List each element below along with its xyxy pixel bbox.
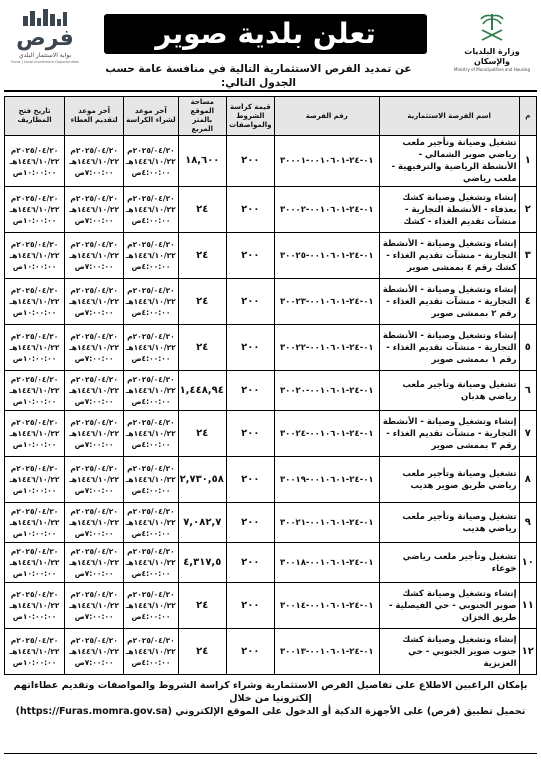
last-submit-date-line: ٢٠٢٥/٠٤/٢٠م bbox=[70, 590, 118, 599]
open-date bbox=[5, 233, 65, 279]
last-submit-date-line: ١٤٤٦/١٠/٢٢هـ bbox=[69, 429, 120, 438]
col-header-price: قيمة كراسة الشروط والمواصفات bbox=[226, 97, 274, 136]
open-date bbox=[5, 411, 65, 457]
last-submit-date-line: ١٤٤٦/١٠/٢٢هـ bbox=[69, 205, 120, 214]
open-date bbox=[5, 543, 65, 583]
table-row bbox=[5, 583, 537, 629]
last-submit-date-line: ٢٠٢٥/٠٤/٢٠م bbox=[70, 507, 118, 516]
booklet-price: ٢٠٠ bbox=[226, 279, 274, 325]
last-purchase-date-line: ٤:٠٠:٠٠ص bbox=[131, 216, 171, 225]
last-submit-date-line: ١٤٤٦/١٠/٢٢هـ bbox=[69, 343, 120, 352]
last-submit-date bbox=[65, 503, 124, 543]
opportunity-name: إنشاء وتشغيل وصيانة - الأنشطة التجارية - منشآت تقديم الغذاء - رقم ١ بممشى صوير bbox=[379, 325, 519, 371]
last-submit-date-line: ١٤٤٦/١٠/٢٢هـ bbox=[69, 647, 120, 656]
open-date-line: ٢٠٢٥/٠٤/٢٠م bbox=[10, 418, 59, 427]
site-area: ١٨,٦٠٠ bbox=[178, 136, 226, 187]
last-purchase-date bbox=[124, 629, 179, 675]
opportunity-ref: ٠١-٢٤-٠٠١٠٦٠١-٣٠٠١٩ bbox=[274, 457, 379, 503]
table-row bbox=[5, 503, 537, 543]
opportunity-name: إنشاء وتشغيل وصيانة كشك بعذفاء - الأنشطة التجارية - منشآت تقديم الغذاء - كشك bbox=[379, 187, 519, 233]
table-header-row bbox=[5, 97, 537, 136]
open-date-line: ١٤٤٦/١٠/٢٢هـ bbox=[9, 558, 60, 567]
opportunity-ref: ٠١-٢٤-٠٠١٠٦٠١-٣٠٠١٤ bbox=[274, 583, 379, 629]
opportunity-name: إنشاء وتشغيل وصيانة - الأنشطة التجارية - منشآت تقديم الغذاء - رقم ٣ بممشى صوير bbox=[379, 411, 519, 457]
last-purchase-date-line: ١٤٤٦/١٠/٢٢هـ bbox=[125, 518, 176, 527]
last-purchase-date-line: ٤:٠٠:٠٠ص bbox=[131, 486, 171, 495]
last-purchase-date-line: ٢٠٢٥/٠٤/٢٠م bbox=[127, 194, 175, 203]
last-purchase-date-line: ٢٠٢٥/٠٤/٢٠م bbox=[127, 332, 175, 341]
last-submit-date-line: ٧:٠٠:٠٠ص bbox=[74, 167, 114, 177]
last-purchase-date-line: ٤:٠٠:٠٠ص bbox=[131, 569, 171, 578]
last-purchase-date-line: ٢٠٢٥/٠٤/٢٠م bbox=[127, 418, 175, 427]
furas-tagline-en: Furas | Local Investment Opportunities bbox=[11, 60, 79, 64]
open-date-line: ٢٠٢٥/٠٤/٢٠م bbox=[10, 636, 59, 645]
open-date-line: ١٠:٠٠:٠٠ص bbox=[12, 167, 57, 177]
last-purchase-date-line: ٤:٠٠:٠٠ص bbox=[131, 440, 171, 449]
last-purchase-date-line: ٤:٠٠:٠٠ص bbox=[131, 658, 171, 667]
last-submit-date bbox=[65, 187, 124, 233]
last-purchase-date-line: ٢٠٢٥/٠٤/٢٠م bbox=[127, 286, 175, 295]
last-submit-date-line: ٧:٠٠:٠٠ص bbox=[74, 308, 114, 317]
last-submit-date bbox=[65, 371, 124, 411]
last-submit-date-line: ١٤٤٦/١٠/٢٢هـ bbox=[69, 297, 120, 306]
opportunity-name: تشغيل وصيانة وتأجير ملعب رياضي هديب bbox=[379, 503, 519, 543]
advertisement-sheet bbox=[4, 4, 537, 764]
last-purchase-date-line: ٤:٠٠:٠٠ص bbox=[131, 308, 171, 317]
opportunities-table bbox=[4, 96, 537, 675]
open-date-line: ١٤٤٦/١٠/٢٢هـ bbox=[9, 156, 60, 166]
open-date-line: ١٠:٠٠:٠٠ص bbox=[12, 440, 57, 449]
last-submit-date-line: ٧:٠٠:٠٠ص bbox=[74, 486, 114, 495]
table-row bbox=[5, 411, 537, 457]
last-purchase-date bbox=[124, 136, 179, 187]
ministry-name: وزارة البلديات والإسكان bbox=[464, 47, 520, 66]
last-submit-date-line: ١٤٤٦/١٠/٢٢هـ bbox=[69, 558, 120, 567]
row-number: ١٠ bbox=[519, 543, 536, 583]
opportunity-ref: ٠١-٢٤-٠٠١٠٦٠١-٣٠٠٠٢ bbox=[274, 187, 379, 233]
booklet-price: ٢٠٠ bbox=[226, 325, 274, 371]
last-purchase-date-line: ٤:٠٠:٠٠ص bbox=[131, 167, 171, 177]
last-submit-date bbox=[65, 136, 124, 187]
last-submit-date-line: ٢٠٢٥/٠٤/٢٠م bbox=[70, 240, 118, 249]
opportunity-ref: ٠١-٢٤-٠٠١٠٦٠١-٣٠٠٢٢ bbox=[274, 325, 379, 371]
booklet-price: ٢٠٠ bbox=[226, 457, 274, 503]
furas-wordmark: فرص bbox=[16, 26, 74, 51]
last-purchase-date-line: ٢٠٢٥/٠٤/٢٠م bbox=[127, 507, 175, 516]
opportunity-ref: ٠١-٢٤-٠٠١٠٦٠١-٣٠٠٢١ bbox=[274, 503, 379, 543]
last-purchase-date bbox=[124, 543, 179, 583]
opportunity-name: إنشاء وتشغيل وصيانة كشك جنوب صوير الجنوبي - حي العزيزية bbox=[379, 629, 519, 675]
last-submit-date-line: ٧:٠٠:٠٠ص bbox=[74, 612, 114, 621]
last-purchase-date-line: ٤:٠٠:٠٠ص bbox=[131, 262, 171, 271]
site-area: ٤,٣١٧,٥ bbox=[178, 543, 226, 583]
row-number: ٥ bbox=[519, 325, 536, 371]
row-number: ٣ bbox=[519, 233, 536, 279]
last-purchase-date-line: ٢٠٢٥/٠٤/٢٠م bbox=[127, 240, 175, 249]
row-number: ٧ bbox=[519, 411, 536, 457]
last-submit-date-line: ٢٠٢٥/٠٤/٢٠م bbox=[70, 636, 118, 645]
col-header-last-purchase: آخر موعد لشراء الكراسة bbox=[124, 97, 179, 136]
last-submit-date-line: ٧:٠٠:٠٠ص bbox=[74, 569, 114, 578]
last-submit-date bbox=[65, 411, 124, 457]
open-date-line: ٢٠٢٥/٠٤/٢٠م bbox=[10, 507, 59, 516]
ministry-name-en: Ministry of Municipalities and Housing bbox=[454, 67, 530, 72]
last-submit-date-line: ٢٠٢٥/٠٤/٢٠م bbox=[70, 547, 118, 556]
last-purchase-date-line: ٢٠٢٥/٠٤/٢٠م bbox=[127, 590, 175, 599]
last-purchase-date-line: ١٤٤٦/١٠/٢٢هـ bbox=[125, 558, 176, 567]
open-date bbox=[5, 629, 65, 675]
last-purchase-date bbox=[124, 233, 179, 279]
last-purchase-date bbox=[124, 371, 179, 411]
open-date-line: ١٤٤٦/١٠/٢٢هـ bbox=[9, 647, 60, 656]
opportunity-name: تشغيل وتأجير ملعب رياضي خوعاء bbox=[379, 543, 519, 583]
table-body bbox=[5, 136, 537, 675]
last-purchase-date-line: ١٤٤٦/١٠/٢٢هـ bbox=[125, 601, 176, 610]
last-purchase-date-line: ١٤٤٦/١٠/٢٢هـ bbox=[125, 251, 176, 260]
table-row bbox=[5, 629, 537, 675]
row-number: ١٢ bbox=[519, 629, 536, 675]
open-date-line: ١٠:٠٠:٠٠ص bbox=[12, 216, 57, 225]
col-header-num: م bbox=[519, 97, 536, 136]
row-number: ٨ bbox=[519, 457, 536, 503]
booklet-price: ٢٠٠ bbox=[226, 233, 274, 279]
open-date-line: ٢٠٢٥/٠٤/٢٠م bbox=[10, 145, 59, 155]
table-row bbox=[5, 371, 537, 411]
last-purchase-date-line: ٢٠٢٥/٠٤/٢٠م bbox=[127, 547, 175, 556]
last-purchase-date bbox=[124, 411, 179, 457]
last-submit-date-line: ٧:٠٠:٠٠ص bbox=[74, 216, 114, 225]
open-date-line: ١٤٤٦/١٠/٢٢هـ bbox=[9, 386, 60, 395]
last-purchase-date-line: ١٤٤٦/١٠/٢٢هـ bbox=[125, 429, 176, 438]
last-submit-date-line: ٧:٠٠:٠٠ص bbox=[74, 262, 114, 271]
col-header-ref: رقم الفرصة bbox=[274, 97, 379, 136]
booklet-price: ٢٠٠ bbox=[226, 503, 274, 543]
last-purchase-date-line: ١٤٤٦/١٠/٢٢هـ bbox=[125, 297, 176, 306]
open-date-line: ١٠:٠٠:٠٠ص bbox=[12, 397, 57, 406]
page-title: تعلن بلدية صوير bbox=[104, 14, 427, 54]
row-number: ٤ bbox=[519, 279, 536, 325]
open-date-line: ٢٠٢٥/٠٤/٢٠م bbox=[10, 332, 59, 341]
open-date-line: ١٠:٠٠:٠٠ص bbox=[12, 308, 57, 317]
last-purchase-date-line: ٤:٠٠:٠٠ص bbox=[131, 354, 171, 363]
last-submit-date bbox=[65, 325, 124, 371]
open-date-line: ١٠:٠٠:٠٠ص bbox=[12, 569, 57, 578]
col-header-last-submit: آخر موعد لتقديم العطاء bbox=[65, 97, 124, 136]
open-date-line: ٢٠٢٥/٠٤/٢٠م bbox=[10, 375, 59, 384]
last-purchase-date-line: ١٤٤٦/١٠/٢٢هـ bbox=[125, 205, 176, 214]
booklet-price: ٢٠٠ bbox=[226, 583, 274, 629]
furas-url-link[interactable]: (https://Furas.momra.gov.sa) bbox=[15, 706, 172, 717]
ministry-logo bbox=[453, 10, 531, 74]
last-purchase-date-line: ١٤٤٦/١٠/٢٢هـ bbox=[125, 156, 176, 166]
open-date-line: ١٤٤٦/١٠/٢٢هـ bbox=[9, 518, 60, 527]
last-submit-date-line: ١٤٤٦/١٠/٢٢هـ bbox=[69, 251, 120, 260]
row-number: ١١ bbox=[519, 583, 536, 629]
open-date-line: ١٤٤٦/١٠/٢٢هـ bbox=[9, 601, 60, 610]
last-purchase-date-line: ٢٠٢٥/٠٤/٢٠م bbox=[127, 145, 175, 155]
skyline-icon bbox=[19, 8, 71, 26]
col-header-name: اسم الفرصة الاستثمارية bbox=[379, 97, 519, 136]
last-purchase-date-line: ٢٠٢٥/٠٤/٢٠م bbox=[127, 375, 175, 384]
booklet-price: ٢٠٠ bbox=[226, 411, 274, 457]
open-date-line: ١٠:٠٠:٠٠ص bbox=[12, 262, 57, 271]
open-date-line: ١٤٤٦/١٠/٢٢هـ bbox=[9, 297, 60, 306]
row-number: ١ bbox=[519, 136, 536, 187]
table-row bbox=[5, 187, 537, 233]
last-purchase-date-line: ٢٠٢٥/٠٤/٢٠م bbox=[127, 636, 175, 645]
site-area: ٢٤ bbox=[178, 279, 226, 325]
header bbox=[4, 4, 537, 92]
footer-line-2-text: تحميل تطبيق (فرص) على الأجهزة الذكية أو الدخول على الموقع الإلكتروني bbox=[175, 706, 526, 717]
open-date bbox=[5, 457, 65, 503]
last-submit-date-line: ٧:٠٠:٠٠ص bbox=[74, 397, 114, 406]
last-submit-date-line: ١٤٤٦/١٠/٢٢هـ bbox=[69, 601, 120, 610]
last-submit-date-line: ١٤٤٦/١٠/٢٢هـ bbox=[69, 386, 120, 395]
last-submit-date-line: ٢٠٢٥/٠٤/٢٠م bbox=[70, 464, 118, 473]
site-area: ٢٤ bbox=[178, 411, 226, 457]
site-area: ٢٤ bbox=[178, 583, 226, 629]
table-row bbox=[5, 543, 537, 583]
last-submit-date bbox=[65, 279, 124, 325]
opportunity-ref: ٠١-٢٤-٠٠١٠٦٠١-٣٠٠٢٣ bbox=[274, 279, 379, 325]
last-submit-date-line: ١٤٤٦/١٠/٢٢هـ bbox=[69, 518, 120, 527]
booklet-price: ٢٠٠ bbox=[226, 543, 274, 583]
open-date-line: ١٠:٠٠:٠٠ص bbox=[12, 658, 57, 667]
last-purchase-date bbox=[124, 279, 179, 325]
table-row bbox=[5, 279, 537, 325]
col-header-open-date: تاريخ فتح المظاريف bbox=[5, 97, 65, 136]
opportunity-ref: ٠١-٢٤-٠٠١٠٦٠١-٣٠٠٢٥ bbox=[274, 233, 379, 279]
booklet-price: ٢٠٠ bbox=[226, 136, 274, 187]
col-header-area: مساحة الموقع بالمتر المربع bbox=[178, 97, 226, 136]
open-date-line: ١٠:٠٠:٠٠ص bbox=[12, 486, 57, 495]
open-date bbox=[5, 583, 65, 629]
last-purchase-date-line: ٤:٠٠:٠٠ص bbox=[131, 397, 171, 406]
last-submit-date-line: ٧:٠٠:٠٠ص bbox=[74, 529, 114, 538]
palm-swords-emblem-icon bbox=[475, 10, 509, 44]
table-row bbox=[5, 325, 537, 371]
open-date-line: ٢٠٢٥/٠٤/٢٠م bbox=[10, 286, 59, 295]
last-purchase-date bbox=[124, 187, 179, 233]
site-area: ١,٤٤٨,٩٤ bbox=[178, 371, 226, 411]
booklet-price: ٢٠٠ bbox=[226, 371, 274, 411]
table-row bbox=[5, 457, 537, 503]
last-submit-date-line: ٧:٠٠:٠٠ص bbox=[74, 354, 114, 363]
opportunity-name: إنشاء وتشغيل وصيانة - الأنشطة التجارية - منشآت تقديم الغذاء - كشك رقم ٤ بممشى صوير bbox=[379, 233, 519, 279]
opportunity-ref: ٠١-٢٤-٠٠١٠٦٠١-٣٠٠١٨ bbox=[274, 543, 379, 583]
row-number: ٢ bbox=[519, 187, 536, 233]
last-submit-date-line: ٧:٠٠:٠٠ص bbox=[74, 658, 114, 667]
open-date-line: ١٤٤٦/١٠/٢٢هـ bbox=[9, 205, 60, 214]
last-purchase-date bbox=[124, 457, 179, 503]
booklet-price: ٢٠٠ bbox=[226, 187, 274, 233]
open-date bbox=[5, 279, 65, 325]
table-row bbox=[5, 136, 537, 187]
opportunity-name: تشغيل وصيانة وتأجير ملعب رياضي هدبان bbox=[379, 371, 519, 411]
open-date-line: ١٠:٠٠:٠٠ص bbox=[12, 612, 57, 621]
last-purchase-date bbox=[124, 583, 179, 629]
open-date-line: ٢٠٢٥/٠٤/٢٠م bbox=[10, 240, 59, 249]
site-area: ٢٤ bbox=[178, 325, 226, 371]
open-date-line: ١٤٤٦/١٠/٢٢هـ bbox=[9, 475, 60, 484]
last-purchase-date bbox=[124, 503, 179, 543]
furas-logo bbox=[10, 8, 80, 84]
last-submit-date-line: ٢٠٢٥/٠٤/٢٠م bbox=[70, 332, 118, 341]
opportunity-name: إنشاء وتشغيل وصيانة - الأنشطة التجارية - منشآت تقديم الغذاء - رقم ٢ بممشى صوير bbox=[379, 279, 519, 325]
last-purchase-date bbox=[124, 325, 179, 371]
site-area: ٢٤ bbox=[178, 629, 226, 675]
last-submit-date-line: ٢٠٢٥/٠٤/٢٠م bbox=[70, 194, 118, 203]
site-area: ٧,٠٨٢,٧ bbox=[178, 503, 226, 543]
footer-line-2 bbox=[10, 705, 531, 718]
opportunity-name: إنشاء وتشغيل وصيانة كشك صوير الجنوبي - حي الفيصلية - طريق الخزان bbox=[379, 583, 519, 629]
open-date-line: ١٤٤٦/١٠/٢٢هـ bbox=[9, 343, 60, 352]
open-date-line: ٢٠٢٥/٠٤/٢٠م bbox=[10, 547, 59, 556]
last-purchase-date-line: ٤:٠٠:٠٠ص bbox=[131, 529, 171, 538]
booklet-price: ٢٠٠ bbox=[226, 629, 274, 675]
page-subtitle: عن تمديد الفرص الاستثمارية التالية في منافسة عامة حسب الجدول التالي: bbox=[105, 63, 412, 89]
open-date-line: ١٤٤٦/١٠/٢٢هـ bbox=[9, 429, 60, 438]
last-purchase-date-line: ١٤٤٦/١٠/٢٢هـ bbox=[125, 343, 176, 352]
site-area: ٢٤ bbox=[178, 233, 226, 279]
opportunity-ref: ٠١-٢٤-٠٠١٠٦٠١-٣٠٠٢٠ bbox=[274, 371, 379, 411]
open-date-line: ٢٠٢٥/٠٤/٢٠م bbox=[10, 464, 59, 473]
last-purchase-date-line: ٢٠٢٥/٠٤/٢٠م bbox=[127, 464, 175, 473]
open-date bbox=[5, 325, 65, 371]
open-date bbox=[5, 371, 65, 411]
last-submit-date bbox=[65, 543, 124, 583]
site-area: ٢٤ bbox=[178, 187, 226, 233]
last-submit-date-line: ٢٠٢٥/٠٤/٢٠م bbox=[70, 286, 118, 295]
last-submit-date-line: ١٤٤٦/١٠/٢٢هـ bbox=[69, 475, 120, 484]
open-date bbox=[5, 136, 65, 187]
last-purchase-date-line: ١٤٤٦/١٠/٢٢هـ bbox=[125, 475, 176, 484]
last-purchase-date-line: ١٤٤٦/١٠/٢٢هـ bbox=[125, 647, 176, 656]
opportunity-name: تشغيل وصيانة وتأجير ملعب رياضي صوير الشمالي - الأنشطة الرياضية والترفيهية - ملعب رياضي bbox=[379, 136, 519, 187]
furas-tagline: بوابة الاستثمار البلدي bbox=[18, 52, 72, 59]
opportunity-ref: ٠١-٢٤-٠٠١٠٦٠١-٣٠٠٢٤ bbox=[274, 411, 379, 457]
opportunity-ref: ٠١-٢٤-٠٠١٠٦٠١-٣٠٠٠١ bbox=[274, 136, 379, 187]
footer-line-1: بإمكان الراغبين الاطلاع على تفاصيل الفرص الاستثمارية وشراء كراسة الشروط والمواصفات وتقديم عطاءاتهم إلكترونيا من خلال bbox=[13, 680, 528, 704]
last-purchase-date-line: ١٤٤٦/١٠/٢٢هـ bbox=[125, 386, 176, 395]
row-number: ٩ bbox=[519, 503, 536, 543]
last-submit-date-line: ٢٠٢٥/٠٤/٢٠م bbox=[70, 145, 118, 155]
open-date-line: ٢٠٢٥/٠٤/٢٠م bbox=[10, 590, 59, 599]
row-number: ٦ bbox=[519, 371, 536, 411]
last-submit-date bbox=[65, 233, 124, 279]
last-submit-date bbox=[65, 583, 124, 629]
last-submit-date-line: ٢٠٢٥/٠٤/٢٠م bbox=[70, 375, 118, 384]
open-date bbox=[5, 187, 65, 233]
open-date-line: ١٤٤٦/١٠/٢٢هـ bbox=[9, 251, 60, 260]
open-date-line: ٢٠٢٥/٠٤/٢٠م bbox=[10, 194, 59, 203]
open-date-line: ١٠:٠٠:٠٠ص bbox=[12, 354, 57, 363]
footer-note bbox=[4, 679, 537, 718]
open-date-line: ١٠:٠٠:٠٠ص bbox=[12, 529, 57, 538]
last-submit-date bbox=[65, 457, 124, 503]
last-submit-date-line: ٧:٠٠:٠٠ص bbox=[74, 440, 114, 449]
opportunity-name: تشغيل وصيانة وتأجير ملعب رياضي طريق صوير هديب bbox=[379, 457, 519, 503]
last-submit-date bbox=[65, 629, 124, 675]
last-submit-date-line: ١٤٤٦/١٠/٢٢هـ bbox=[69, 156, 120, 166]
table-row bbox=[5, 233, 537, 279]
open-date bbox=[5, 503, 65, 543]
last-purchase-date-line: ٤:٠٠:٠٠ص bbox=[131, 612, 171, 621]
site-area: ٢,٧٣٠,٥٨ bbox=[178, 457, 226, 503]
last-submit-date-line: ٢٠٢٥/٠٤/٢٠م bbox=[70, 418, 118, 427]
bottom-divider bbox=[4, 753, 537, 754]
opportunity-ref: ٠١-٢٤-٠٠١٠٦٠١-٣٠٠١٣ bbox=[274, 629, 379, 675]
